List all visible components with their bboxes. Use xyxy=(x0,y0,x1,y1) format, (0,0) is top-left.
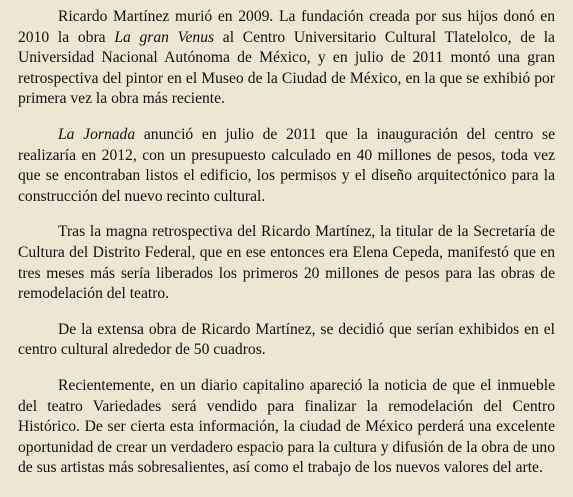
paragraph-5 xyxy=(18,376,555,479)
paragraph-1 xyxy=(18,7,555,110)
paragraph-2 xyxy=(18,125,555,207)
artwork-title: La gran Venus xyxy=(114,28,215,46)
paragraph-3-text: Tras la magna retrospectiva del Ricardo Martínez, la titular de la Secretaría de Cultura del Distrito Federal, que en ese entonces era Elena Cepeda, manifestó que en tres meses más sería liberados los primeros 20 millones de pesos para las obras de remodelación del teatro. xyxy=(18,223,555,303)
paragraph-2-segment-2: anunció en julio de 2011 que la inauguración del centro se realizaría en 2012, con un presupuesto calculado en 40 millones de pesos, toda vez que se encontraban listos el edificio, los permisos y el diseño arquitectónico para la construcción del nuevo recinto cultural. xyxy=(18,125,556,205)
paragraph-1-segment-1: Ricardo Martínez murió en 2009. La fundación creada por sus hijos donó en 2010 la obra xyxy=(18,8,555,46)
paragraph-4-text: De la extensa obra de Ricardo Martínez, se decidió que serían exhibidos en el centro cultural alrededor de 50 cuadros. xyxy=(18,320,555,359)
paragraph-1-segment-3: al Centro Universitario Cultural Tlatelolco, de la Universidad Nacional Autónoma de México, y en julio de 2011 montó una gran retrospectiva del pintor en el Museo de la Ciudad de México, en la que se exhibió por primera vez la obra más reciente. xyxy=(18,28,555,108)
paragraph-5-text: Recientemente, en un diario capitalino apareció la noticia de que el inmueble del teatro Variedades será vendido para finalizar la remodelación del Centro Histórico. De ser cierta esta información, la ciudad de México perderá una excelente oportunidad de crear un verdadero espacio para la cultura y difusión de la obra de uno de sus artistas más sobresalientes, así como el trabajo de los nuevos valores del arte. xyxy=(18,376,555,477)
paragraph-3 xyxy=(18,222,555,304)
newspaper-title: La Jornada xyxy=(58,125,136,143)
paragraph-4 xyxy=(18,320,555,361)
